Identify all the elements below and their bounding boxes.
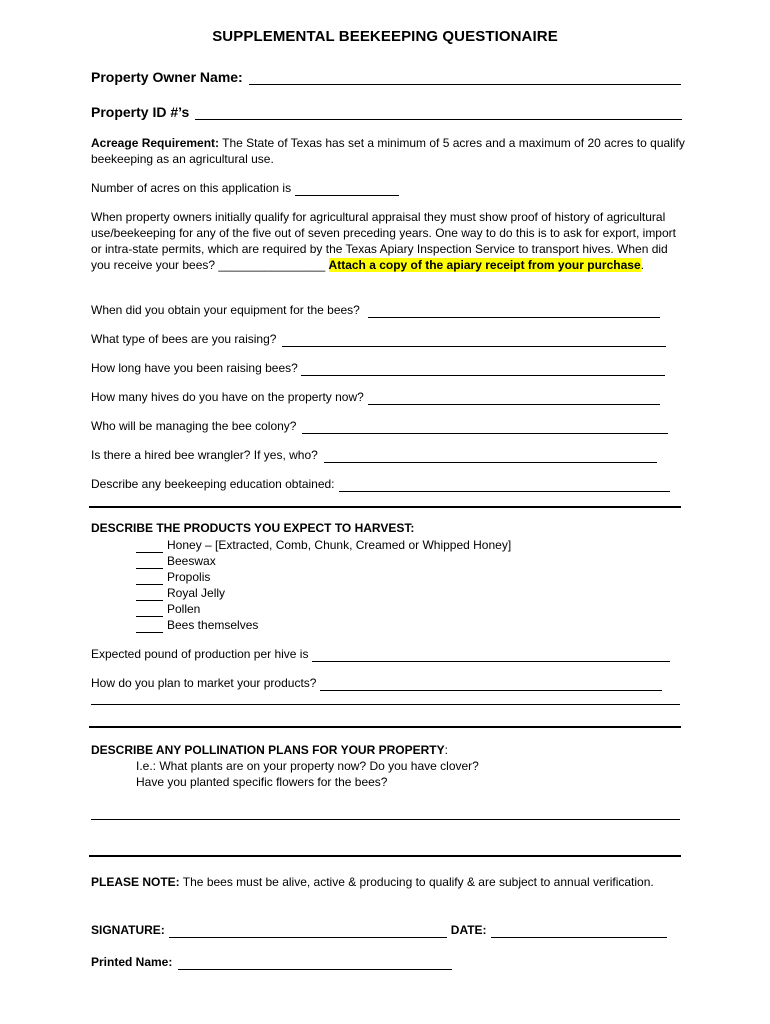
history-text: When property owners initially qualify for agricultural appraisal they must show proof of history of agricultural use/beekeeping for any of the five out of seven preceding years. One way to do this is to ask for export, import or intra-state permits, which are required by the Texas Apiary Inspection Service to transport hives. When did you receive your bees? ________________ [91, 210, 676, 272]
section-divider [89, 726, 681, 728]
pound-production-question [91, 646, 670, 662]
product-item [136, 537, 511, 553]
signature-line[interactable] [169, 925, 447, 938]
please-note-paragraph [91, 874, 686, 890]
please-note-text: The bees must be alive, active & producing to qualify & are subject to annual verification. [179, 875, 654, 889]
hive-count-question [91, 389, 660, 405]
history-end: . [640, 258, 644, 272]
market-question [91, 675, 662, 691]
pollination-prompt-1: I.e.: What plants are on your property now? Do you have clover? [136, 759, 479, 773]
equipment-label: When did you obtain your equipment for the bees? [91, 303, 360, 317]
equipment-line[interactable] [368, 305, 660, 318]
product-blank[interactable] [136, 572, 163, 585]
hive-count-line[interactable] [368, 392, 660, 405]
printed-name-label: Printed Name: [91, 955, 173, 969]
acres-line[interactable] [295, 183, 399, 196]
section-divider [89, 506, 681, 508]
wrangler-question [91, 447, 657, 463]
how-long-label: How long have you been raising bees? [91, 361, 298, 375]
property-id-line[interactable] [195, 105, 682, 120]
market-extra-line[interactable] [91, 704, 680, 705]
product-blank[interactable] [136, 540, 163, 553]
product-label: Bees themselves [167, 618, 259, 632]
pollination-answer-line[interactable] [91, 819, 680, 820]
how-long-line[interactable] [301, 363, 665, 376]
product-item [136, 585, 225, 601]
please-note-label: PLEASE NOTE: [91, 875, 180, 889]
property-id-field [91, 104, 682, 120]
acres-field [91, 180, 399, 196]
product-item [136, 569, 210, 585]
product-item [136, 601, 200, 617]
printed-name-row [91, 954, 452, 970]
acreage-label: Acreage Requirement: [91, 136, 220, 150]
pound-production-line[interactable] [312, 649, 670, 662]
product-label: Pollen [167, 602, 201, 616]
education-label: Describe any beekeeping education obtained: [91, 477, 335, 491]
product-label: Royal Jelly [167, 586, 226, 600]
pollination-heading-text: DESCRIBE ANY POLLINATION PLANS FOR YOUR PROPERTY [91, 743, 445, 757]
bee-type-label: What type of bees are you raising? [91, 332, 277, 346]
manager-label: Who will be managing the bee colony? [91, 419, 297, 433]
product-blank[interactable] [136, 620, 163, 633]
section-divider [89, 855, 681, 857]
pollination-prompt-2: Have you planted specific flowers for the bees? [136, 775, 388, 789]
product-label: Propolis [167, 570, 211, 584]
product-label: Beeswax [167, 554, 216, 568]
equipment-question [91, 302, 660, 318]
market-line[interactable] [320, 678, 662, 691]
product-blank[interactable] [136, 588, 163, 601]
how-long-question [91, 360, 665, 376]
pollination-heading-colon: : [444, 743, 448, 757]
product-blank[interactable] [136, 556, 163, 569]
education-line[interactable] [339, 479, 670, 492]
product-item [136, 617, 258, 633]
date-line[interactable] [491, 925, 667, 938]
products-heading: DESCRIBE THE PRODUCTS YOU EXPECT TO HARVEST: [91, 521, 415, 535]
date-label: DATE: [450, 923, 487, 937]
manager-question [91, 418, 668, 434]
wrangler-label: Is there a hired bee wrangler? If yes, who? [91, 448, 318, 462]
pound-production-label: Expected pound of production per hive is [91, 647, 309, 661]
product-blank[interactable] [136, 604, 163, 617]
education-question [91, 476, 670, 492]
product-label: Honey – [Extracted, Comb, Chunk, Creamed or Whipped Honey] [167, 538, 512, 552]
signature-label: SIGNATURE: [91, 923, 165, 937]
owner-name-label: Property Owner Name: [91, 69, 243, 85]
bee-type-question [91, 331, 666, 347]
bee-type-line[interactable] [282, 334, 666, 347]
owner-name-line[interactable] [249, 70, 681, 85]
wrangler-line[interactable] [324, 450, 657, 463]
page-title: SUPPLEMENTAL BEEKEEPING QUESTIONAIRE [212, 28, 558, 45]
history-paragraph [91, 209, 686, 273]
apiary-receipt-highlight: Attach a copy of the apiary receipt from your purchase [328, 258, 641, 272]
signature-row [91, 922, 667, 938]
acreage-text: The State of Texas has set a minimum of 5 acres and a maximum of 20 acres to qualify beekeeping as an agricultural use. [91, 136, 685, 166]
acres-label: Number of acres on this application is [91, 181, 292, 195]
owner-name-field [91, 69, 681, 85]
product-item [136, 553, 216, 569]
manager-line[interactable] [302, 421, 668, 434]
hive-count-label: How many hives do you have on the property now? [91, 390, 364, 404]
market-label: How do you plan to market your products? [91, 676, 317, 690]
pollination-heading [91, 742, 448, 758]
property-id-label: Property ID #’s [91, 104, 190, 120]
printed-name-line[interactable] [178, 957, 452, 970]
acreage-paragraph [91, 135, 686, 167]
